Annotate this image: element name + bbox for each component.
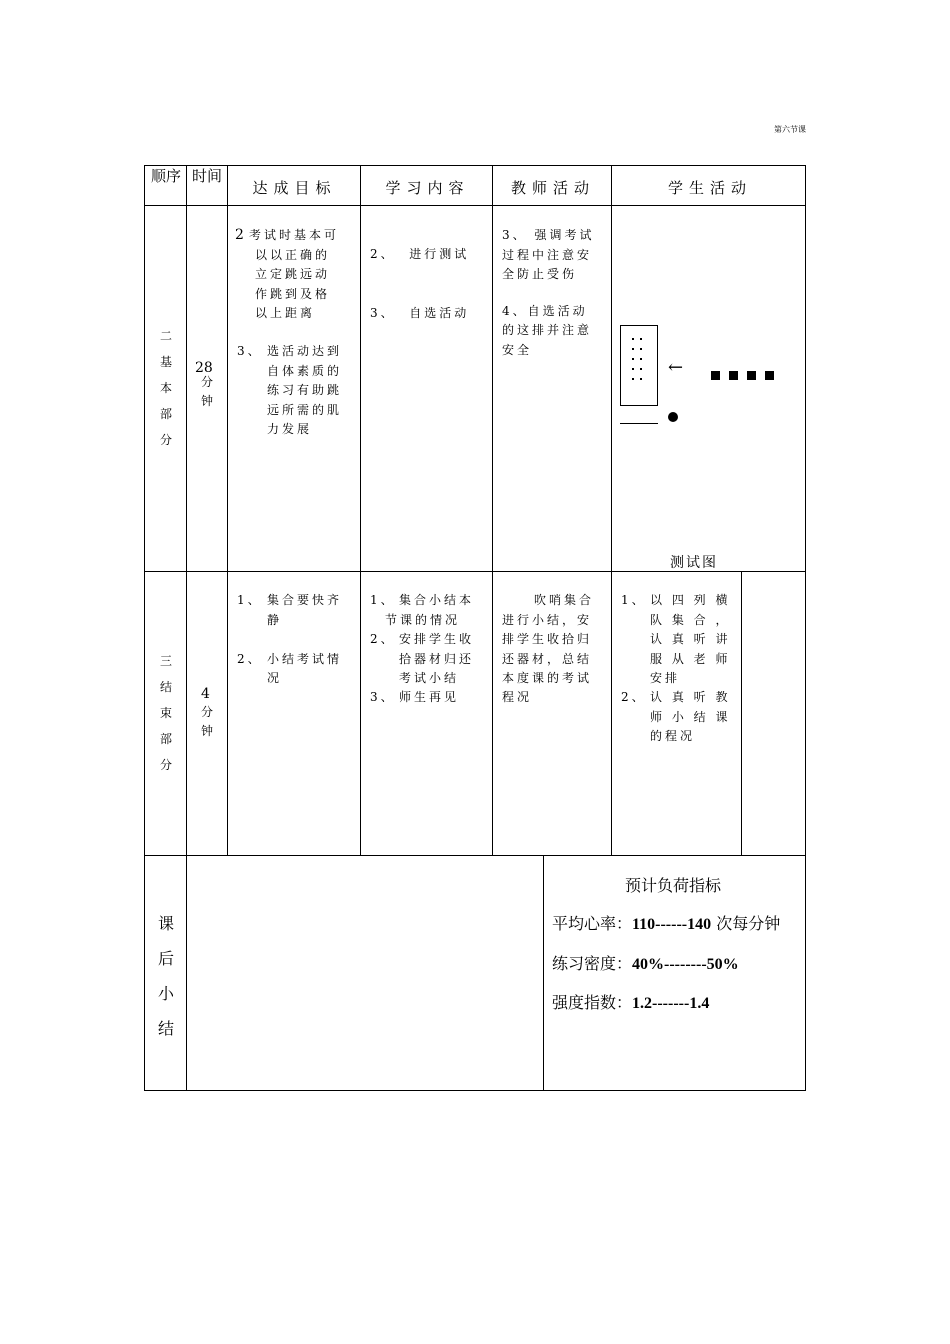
end-goal-2-number: 2、 (237, 652, 263, 666)
basic-goal-2-line-2: 以以正确的 (255, 248, 331, 262)
basic-goal-2-number: 2 (235, 227, 247, 243)
density-label: 练习密度： (552, 954, 633, 973)
end-goal-1-line-2: 静 (267, 613, 283, 627)
density-row (552, 954, 739, 975)
end-student-1-line-4: 服 从 老 师 (650, 652, 731, 666)
basic-teacher-4-line-2: 的这排并注意 (502, 323, 593, 337)
test-diagram (613, 206, 807, 571)
athlete-dot (632, 378, 634, 380)
grid-line (360, 166, 361, 855)
end-time-unit: 分钟 (200, 705, 213, 738)
basic-content-2: 2、 进行测试 (370, 247, 470, 261)
end-content-2-line-1: 安排学生收 (399, 632, 475, 646)
end-content-1-number: 1、 (370, 593, 396, 607)
end-content-3-line-1: 师生再见 (399, 690, 460, 704)
end-teacher-line-4: 还器材，总结 (502, 652, 593, 666)
grid-line (145, 855, 805, 856)
end-content-1-line-1: 集合小结本 (399, 593, 475, 607)
grid-line (543, 855, 544, 1091)
end-student-1-line-1: 以 四 列 横 (650, 593, 731, 607)
end-student-2-line-1: 认 真 听 教 (650, 690, 731, 704)
end-time-number: 4 (201, 686, 210, 702)
athlete-dot (640, 368, 642, 370)
end-content-2-number: 2、 (370, 632, 396, 646)
end-student-2-number: 2、 (621, 690, 647, 704)
end-student-2-line-3: 的程况 (650, 729, 696, 743)
grid-line (611, 166, 612, 855)
basic-goal-3-line-5: 力发展 (267, 422, 313, 436)
summary-label: 课后小结 (157, 914, 174, 1038)
end-student-2-line-2: 师 小 结 课 (650, 710, 731, 724)
end-content-2-line-2: 拾器材归还 (399, 652, 475, 666)
athlete-dot (640, 338, 642, 340)
basic-teacher-3-line-2: 过程中注意安 (502, 248, 593, 262)
basic-goal-2-line-3: 立定跳远动 (255, 267, 331, 281)
basic-teacher-4-line-1: 4、自选活动 (502, 304, 588, 318)
basic-teacher-3-line-3: 全防止受伤 (502, 267, 578, 281)
header-student: 学生活动 (667, 179, 752, 197)
basic-goal-2-line-1: 考试时基本可 (249, 228, 340, 242)
grid-line (227, 166, 228, 855)
basic-time-number: 28 (195, 360, 213, 376)
density-value: 40%--------50% (632, 956, 739, 973)
athlete-dot (640, 358, 642, 360)
teacher-dot (668, 412, 678, 422)
end-teacher-line-2: 进行小结，安 (502, 613, 593, 627)
header-order: 顺序 (151, 167, 182, 185)
lesson-plan-table (144, 165, 806, 1091)
basic-goal-3-line-2: 自体素质的 (267, 364, 343, 378)
end-teacher-line-1: 吹哨集合 (534, 593, 595, 607)
end-goal-2-line-1: 小结考试情 (267, 652, 343, 666)
student-square (747, 371, 756, 380)
end-goal-1-number: 1、 (237, 593, 263, 607)
basic-teacher-4-line-3: 安全 (502, 343, 533, 357)
athlete-dot (632, 338, 634, 340)
load-index-title: 预计负荷指标 (625, 876, 722, 895)
athlete-dot (632, 358, 634, 360)
end-student-1-number: 1、 (621, 593, 647, 607)
basic-goal-2-line-5: 以上距离 (255, 306, 316, 320)
end-goal-1-line-1: 集合要快齐 (267, 593, 343, 607)
basic-goal-3-number: 3、 (237, 344, 263, 358)
heart-rate-value: 110------140 (632, 916, 712, 933)
grid-line (492, 166, 493, 855)
end-content-1-line-2: 节课的情况 (385, 613, 461, 627)
student-square (729, 371, 738, 380)
header-time: 时间 (192, 167, 223, 185)
basic-content-3: 3、 自选活动 (370, 306, 470, 320)
student-square (711, 371, 720, 380)
end-teacher-line-3: 排学生收拾归 (502, 632, 593, 646)
heart-rate-label: 平均心率： (552, 914, 633, 933)
basic-goal-3-line-4: 远所需的肌 (267, 403, 343, 417)
basic-time-unit: 分钟 (200, 375, 213, 408)
athlete-dot (640, 348, 642, 350)
basic-teacher-3-line-1: 3、 强调考试 (502, 228, 595, 242)
athlete-dot (632, 348, 634, 350)
basic-goal-2-line-4: 作跳到及格 (255, 287, 331, 301)
end-teacher-line-5: 本度课的考试 (502, 671, 593, 685)
intensity-label: 强度指数： (552, 993, 633, 1012)
end-student-1-line-3: 认 真 听 讲 (650, 632, 731, 646)
lesson-number-label: 第六节课 (774, 125, 806, 134)
grid-line (741, 571, 742, 855)
header-goals: 达成目标 (252, 179, 337, 197)
basic-section-label: 二基本部分 (159, 329, 172, 447)
header-content: 学习内容 (385, 179, 470, 197)
heart-rate-unit: 次每分钟 (711, 914, 781, 933)
student-square (765, 371, 774, 380)
athlete-dot (632, 368, 634, 370)
end-content-2-line-3: 考试小结 (399, 671, 460, 685)
basic-goal-3-line-1: 选活动达到 (267, 344, 343, 358)
end-student-1-line-5: 安排 (650, 671, 681, 685)
end-content-3-number: 3、 (370, 690, 396, 704)
intensity-row (552, 993, 709, 1014)
heart-rate-row (552, 914, 780, 935)
header-teacher: 教师活动 (510, 179, 595, 197)
grid-line (186, 166, 187, 1091)
sandpit-box (620, 325, 658, 406)
end-section-label: 三结束部分 (159, 654, 172, 772)
end-goal-2-line-2: 况 (267, 671, 283, 685)
end-student-1-line-2: 队 集 合 ， (650, 613, 731, 627)
left-arrow-icon: ← (668, 357, 684, 378)
intensity-value: 1.2-------1.4 (632, 995, 710, 1012)
basic-goal-3-line-3: 练习有助跳 (267, 383, 343, 397)
end-teacher-line-6: 程况 (502, 690, 533, 704)
takeoff-line (620, 423, 658, 424)
athlete-dot (640, 378, 642, 380)
diagram-caption: 测试图 (670, 555, 718, 571)
